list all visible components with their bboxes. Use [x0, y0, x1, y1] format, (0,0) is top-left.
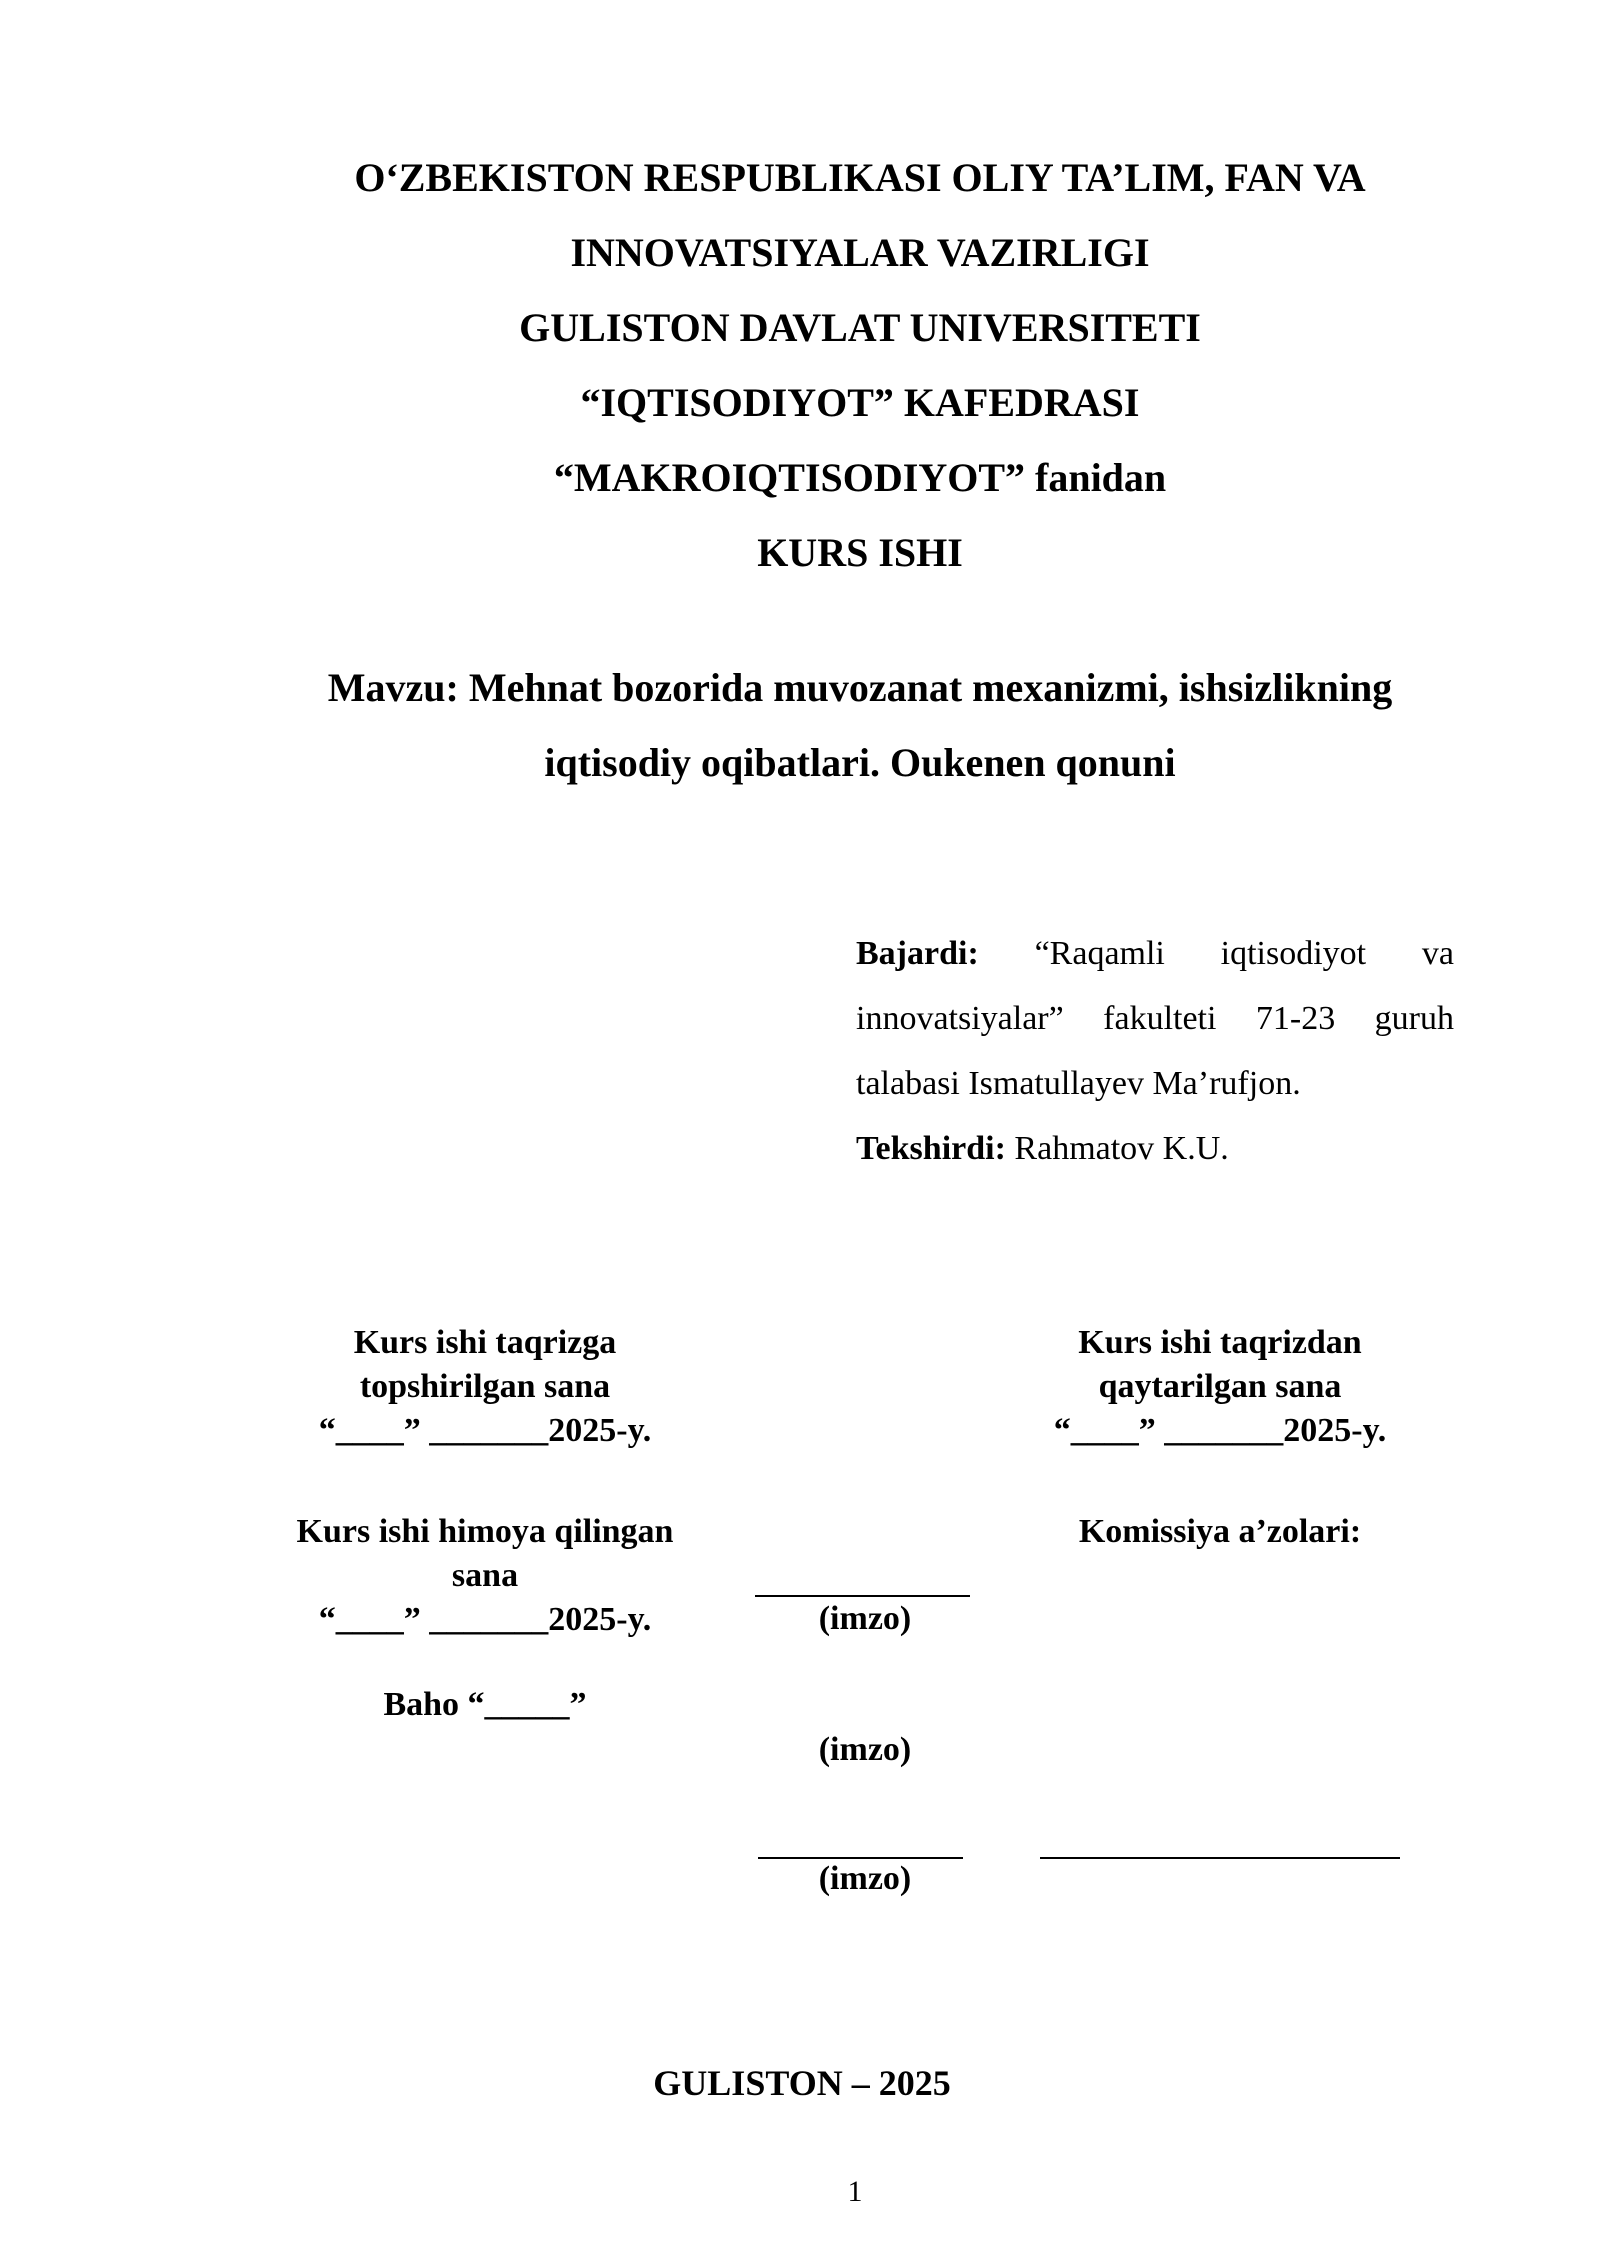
signature-label-2: (imzo) — [818, 1731, 912, 1768]
submitted-date: “____” _______2025-y. — [318, 1412, 652, 1449]
grade-block — [305, 1683, 665, 1727]
returned-date-block — [1000, 1321, 1440, 1453]
checker-paragraph — [856, 1116, 1454, 1181]
defended-date: “____” _______2025-y. — [318, 1601, 652, 1638]
performer-paragraph — [856, 921, 1454, 1116]
page-number: 1 — [847, 2175, 863, 2208]
commission-block — [1000, 1510, 1440, 1554]
subject-name: “MAKROIQTISODIYOT” fanidan — [553, 455, 1167, 500]
defended-date-block — [265, 1510, 705, 1642]
returned-line-1: Kurs ishi taqrizdan — [1078, 1324, 1362, 1361]
topic-line-1: Mavzu: Mehnat bozorida muvozanat mexanizmi, ishsizlikning — [327, 665, 1393, 710]
department-name: “IQTISODIYOT” KAFEDRASI — [580, 380, 1140, 425]
returned-date: “____” _______2025-y. — [1053, 1412, 1387, 1449]
grade-label: Baho “_____” — [383, 1686, 587, 1723]
performer-block — [856, 921, 1454, 1181]
signature-line-1 — [755, 1595, 970, 1597]
university-name: GULISTON DAVLAT UNIVERSITETI — [519, 305, 1201, 350]
commission-label: Komissiya a’zolari: — [1078, 1513, 1362, 1550]
signature-label-3: (imzo) — [818, 1860, 912, 1897]
checker-label: Tekshirdi: — [856, 1130, 1006, 1167]
signature-label-1: (imzo) — [818, 1600, 912, 1637]
topic-line-2: iqtisodiy oqibatlari. Oukenen qonuni — [544, 740, 1176, 785]
signature-line-3 — [758, 1857, 963, 1859]
document-type: KURS ISHI — [757, 530, 963, 575]
performer-label: Bajardi: — [856, 935, 979, 972]
ministry-line-2: INNOVATSIYALAR VAZIRLIGI — [570, 230, 1150, 275]
submitted-line-2: topshirilgan sana — [359, 1368, 611, 1405]
performer-text: “Raqamli iqtisodiyot va innovatsiyalar” fakulteti 71-23 guruh talabasi Ismatullayev Ma’rufjon. — [856, 935, 1455, 1102]
defended-line-2: sana — [451, 1557, 519, 1594]
commission-signature-line — [1040, 1857, 1400, 1859]
checker-name: Rahmatov K.U. — [1014, 1130, 1229, 1167]
submitted-line-1: Kurs ishi taqrizga — [353, 1324, 617, 1361]
topic-block — [0, 650, 1600, 800]
ministry-line-1: O‘ZBEKISTON RESPUBLIKASI OLIY TA’LIM, FAN VA — [354, 155, 1366, 200]
city-year: GULISTON – 2025 — [653, 2063, 951, 2103]
defended-line-1: Kurs ishi himoya qilingan — [296, 1513, 674, 1550]
submitted-date-block — [265, 1321, 705, 1453]
title-block — [0, 140, 1600, 590]
returned-line-2: qaytarilgan sana — [1098, 1368, 1342, 1405]
